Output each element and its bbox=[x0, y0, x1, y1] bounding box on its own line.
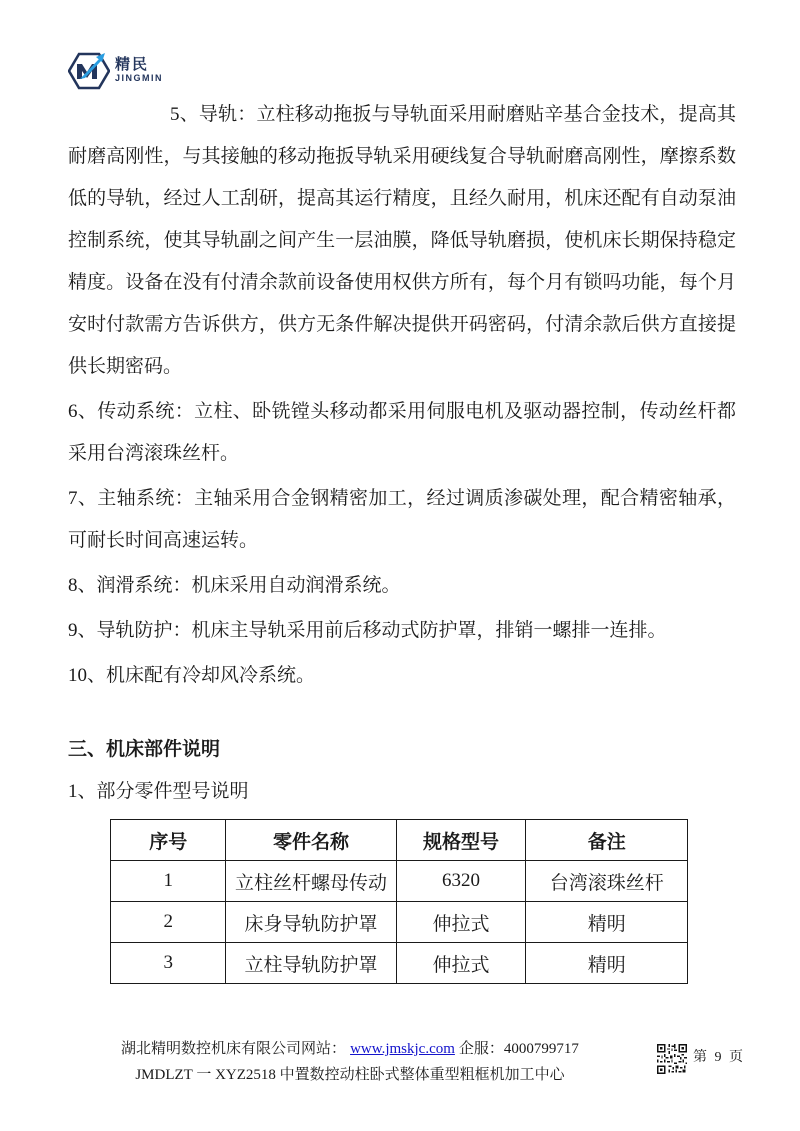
paragraph-item-9: 9、导轨防护：机床主导轨采用前后移动式防护罩，排销一螺排一连排。 bbox=[68, 620, 667, 641]
page-content bbox=[68, 50, 736, 984]
paragraph-item-10: 10、机床配有冷却风冷系统。 bbox=[68, 665, 316, 686]
logo-brand-en: JINGMIN bbox=[115, 73, 164, 83]
parts-table bbox=[110, 819, 688, 984]
cell-remarks: 台湾滚珠丝杆 bbox=[526, 861, 688, 902]
header-cell-spec-model: 规格型号 bbox=[396, 820, 526, 861]
footer-service-phone: 企服：4000799717 bbox=[458, 1041, 579, 1057]
cell-index: 1 bbox=[111, 861, 226, 902]
table-header-row bbox=[111, 820, 688, 861]
page-number: 第 9 页 bbox=[693, 1050, 745, 1065]
footer-text bbox=[70, 1036, 630, 1088]
logo-brand-cn: 精民 bbox=[115, 57, 150, 73]
cell-index: 2 bbox=[111, 902, 226, 943]
table-row bbox=[111, 943, 688, 984]
cell-remarks: 精明 bbox=[526, 902, 688, 943]
logo-hexagon-icon bbox=[68, 51, 110, 91]
section-heading: 三、机床部件说明 bbox=[68, 739, 221, 760]
company-logo bbox=[68, 50, 736, 92]
footer-line-2: JMDLZT 一 XYZ2518 中置数控动柱卧式整体重型粗框机加工中心 bbox=[135, 1067, 565, 1083]
qr-code-icon bbox=[657, 1044, 687, 1074]
cell-index: 3 bbox=[111, 943, 226, 984]
section-subheading: 1、部分零件型号说明 bbox=[68, 781, 249, 802]
table-row bbox=[111, 861, 688, 902]
header-cell-part-name: 零件名称 bbox=[226, 820, 396, 861]
header-cell-remarks: 备注 bbox=[526, 820, 688, 861]
paragraph-item-5: 5、导轨：立柱移动拖扳与导轨面采用耐磨贴辛基合金技术，提高其耐磨高刚性，与其接触的移动拖扳导轨采用硬线复合导轨耐磨高刚性，摩擦系数低的导轨，经过人工刮研，提高其运行精度，且经久耐用，机床还配有自动泵油控制系统，使其导轨副之间产生一层油膜，降低导轨磨损，使机床长期保持稳定精度。设备在没有付清余款前设备使用权供方所有，每个月有锁吗功能，每个月安时付款需方告诉供方，供方无条件解决提供开码密码，付清余款后供方直接提供长期密码。 bbox=[68, 104, 736, 377]
cell-spec-model: 伸拉式 bbox=[396, 902, 526, 943]
cell-spec-model: 伸拉式 bbox=[396, 943, 526, 984]
table-row bbox=[111, 902, 688, 943]
page-footer bbox=[0, 1036, 800, 1106]
body-text bbox=[68, 94, 736, 697]
paragraph-item-8: 8、润滑系统：机床采用自动润滑系统。 bbox=[68, 575, 401, 596]
cell-part-name: 立柱丝杆螺母传动 bbox=[226, 861, 396, 902]
footer-website-link[interactable]: www.jmskjc.com bbox=[350, 1041, 455, 1057]
paragraph-item-7: 7、主轴系统：主轴采用合金钢精密加工，经过调质渗碳处理，配合精密轴承，可耐长时间高速运转。 bbox=[68, 488, 736, 551]
footer-line-1 bbox=[70, 1036, 630, 1062]
cell-part-name: 立柱导轨防护罩 bbox=[226, 943, 396, 984]
cell-part-name: 床身导轨防护罩 bbox=[226, 902, 396, 943]
cell-remarks: 精明 bbox=[526, 943, 688, 984]
header-cell-index: 序号 bbox=[111, 820, 226, 861]
paragraph-item-6: 6、传动系统：立柱、卧铣镗头移动都采用伺服电机及驱动器控制，传动丝杆都采用台湾滚珠丝杆。 bbox=[68, 401, 736, 464]
cell-spec-model: 6320 bbox=[396, 861, 526, 902]
logo-text bbox=[115, 58, 163, 84]
footer-company-site-label: 湖北精明数控机床有限公司网站： bbox=[121, 1041, 347, 1057]
